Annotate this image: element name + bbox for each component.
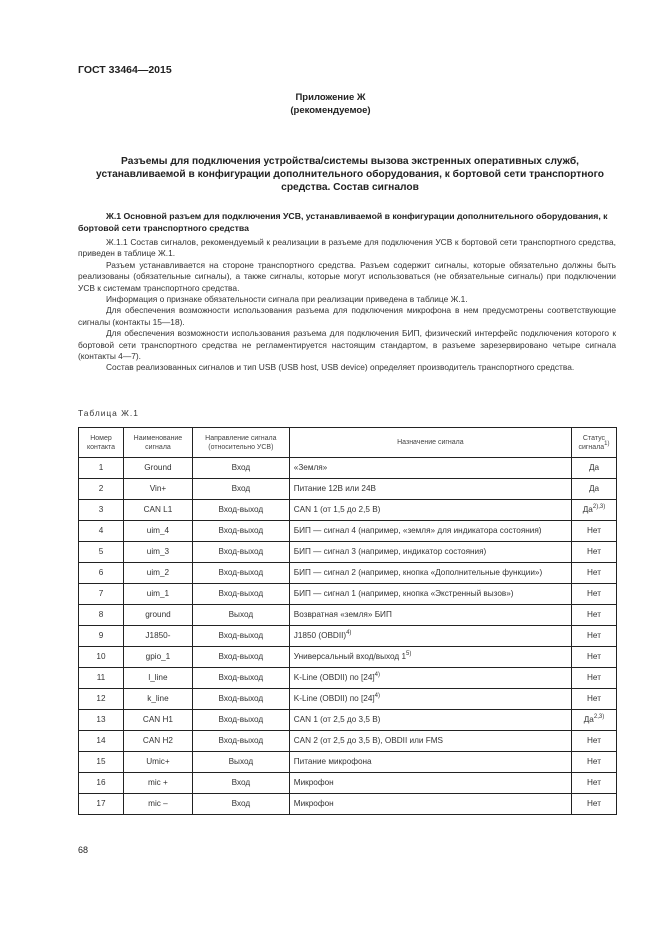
contact-number: 5	[79, 542, 124, 563]
purpose-text: Микрофон	[293, 778, 334, 787]
purpose-text: Универсальный вход/выход 1	[293, 652, 406, 661]
contact-number: 17	[79, 794, 124, 815]
signal-status	[572, 563, 617, 584]
signal-purpose	[289, 563, 571, 584]
signal-name: k_line	[123, 689, 192, 710]
table-row	[79, 647, 617, 668]
signal-name: Ground	[123, 458, 192, 479]
paragraph: Разъем устанавливается на стороне транспортного средства. Разъем содержит сигналы, которые обязательно должны быть реализованы (обязательные сигналы), а также сигналы, которые могут использоваться (не обязательные сигналы) при подключении УСВ к системам транспортного средства.	[78, 259, 616, 293]
signal-status	[572, 626, 617, 647]
paragraph: Информация о признаке обязательности сигнала при реализации приведена в таблице Ж.1.	[106, 294, 468, 305]
signal-status	[572, 479, 617, 500]
signal-direction: Вход-выход	[192, 647, 289, 668]
status-text: Нет	[587, 778, 601, 787]
contact-number: 13	[79, 710, 124, 731]
appendix-title: Приложение Ж	[295, 92, 366, 103]
signal-name: CAN H1	[123, 710, 192, 731]
status-text: Нет	[587, 547, 601, 556]
signal-name: mic +	[123, 773, 192, 794]
signal-direction: Выход	[192, 752, 289, 773]
signal-status	[572, 605, 617, 626]
contact-number: 15	[79, 752, 124, 773]
footnote-ref: 4)	[374, 693, 380, 699]
paragraph: Для обеспечения возможности использования разъема для подключения микрофона в нем предусмотрены соответствующие сигналы (контакты 15—18).	[78, 305, 616, 327]
status-text: Нет	[587, 694, 601, 703]
signal-status	[572, 521, 617, 542]
signal-name: uim_2	[123, 563, 192, 584]
status-text: Нет	[587, 589, 601, 598]
signal-status	[572, 542, 617, 563]
col-header-name: Наименование сигнала	[123, 428, 192, 458]
status-text: Да	[583, 715, 594, 724]
purpose-text: K-Line (OBDII) по [24]	[293, 694, 375, 703]
main-title: Разъемы для подключения устройства/системы вызова экстренных оперативных служб, устанавливаемой в конфигурации дополнительного оборудования, к бортовой сети транспортного средства. Состав сигналов	[96, 156, 604, 193]
signal-name: mic –	[123, 794, 192, 815]
signal-direction: Вход-выход	[192, 521, 289, 542]
footnote-ref: 1)	[604, 440, 610, 447]
status-text: Нет	[587, 652, 601, 661]
purpose-text: J1850 (OBDII)	[293, 631, 347, 640]
signals-table	[78, 427, 617, 815]
col-header-status	[572, 428, 617, 458]
signal-purpose	[289, 773, 571, 794]
purpose-text: «Земля»	[293, 463, 328, 472]
table-row	[79, 542, 617, 563]
signal-purpose	[289, 668, 571, 689]
signal-direction: Вход-выход	[192, 500, 289, 521]
footnote-ref: 4)	[346, 630, 352, 636]
purpose-text: БИП — сигнал 4 (например, «земля» для индикатора состояния)	[293, 526, 542, 535]
signal-purpose	[289, 794, 571, 815]
contact-number: 6	[79, 563, 124, 584]
status-text: Нет	[587, 736, 601, 745]
purpose-text: CAN 1 (от 2,5 до 3,5 В)	[293, 715, 381, 724]
purpose-text: CAN 1 (от 1,5 до 2,5 В)	[293, 505, 381, 514]
signal-direction: Вход	[192, 773, 289, 794]
purpose-text: CAN 2 (от 2,5 до 3,5 В), OBDII или FMS	[293, 736, 443, 745]
paragraph: Состав реализованных сигналов и тип USB (USB host, USB device) определяет производитель транспортного средства.	[106, 362, 575, 373]
table-row	[79, 668, 617, 689]
signal-purpose	[289, 752, 571, 773]
signal-name: uim_1	[123, 584, 192, 605]
signal-purpose	[289, 605, 571, 626]
paragraph: Для обеспечения возможности использования разъема для подключения БИП, физический интерфейс подключения которого к бортовой сети транспортного средства не регламентируется настоящим стандартом, в разъеме зарезервировано четыре сигнала (контакты 4—7).	[78, 328, 616, 362]
col-header-number: Номер контакта	[79, 428, 124, 458]
contact-number: 7	[79, 584, 124, 605]
col-header-purpose: Назначение сигнала	[289, 428, 571, 458]
table-header-row	[79, 428, 617, 458]
table-row	[79, 479, 617, 500]
status-header-text: Статус сигнала	[578, 434, 606, 451]
appendix-subtitle: (рекомендуемое)	[290, 105, 371, 116]
signal-status	[572, 731, 617, 752]
signal-name: l_line	[123, 668, 192, 689]
signal-purpose	[289, 521, 571, 542]
contact-number: 1	[79, 458, 124, 479]
purpose-text: БИП — сигнал 2 (например, кнопка «Дополнительные функции»)	[293, 568, 543, 577]
table-row	[79, 773, 617, 794]
signal-name: Umic+	[123, 752, 192, 773]
signal-direction: Вход	[192, 479, 289, 500]
contact-number: 2	[79, 479, 124, 500]
signal-name: uim_4	[123, 521, 192, 542]
signal-status	[572, 458, 617, 479]
signal-status	[572, 500, 617, 521]
contact-number: 8	[79, 605, 124, 626]
table-row	[79, 710, 617, 731]
signal-name: J1850-	[123, 626, 192, 647]
signal-direction: Вход-выход	[192, 584, 289, 605]
table-row	[79, 731, 617, 752]
status-text: Нет	[587, 568, 601, 577]
contact-number: 11	[79, 668, 124, 689]
contact-number: 9	[79, 626, 124, 647]
signal-status	[572, 794, 617, 815]
contact-number: 10	[79, 647, 124, 668]
status-text: Нет	[587, 526, 601, 535]
purpose-text: БИП — сигнал 3 (например, индикатор состояния)	[293, 547, 487, 556]
purpose-text: Микрофон	[293, 799, 334, 808]
signal-name: CAN H2	[123, 731, 192, 752]
table-row	[79, 584, 617, 605]
signal-purpose	[289, 626, 571, 647]
footnote-ref: 5)	[406, 651, 412, 657]
document-header: ГОСТ 33464—2015	[78, 64, 172, 76]
purpose-text: Питание 12В или 24В	[293, 484, 376, 493]
contact-number: 14	[79, 731, 124, 752]
status-text: Нет	[587, 673, 601, 682]
contact-number: 3	[79, 500, 124, 521]
signal-name: gpio_1	[123, 647, 192, 668]
purpose-text: БИП — сигнал 1 (например, кнопка «Экстренный вызов»)	[293, 589, 514, 598]
status-text: Да	[588, 484, 600, 493]
signal-direction: Вход	[192, 794, 289, 815]
signal-name: ground	[123, 605, 192, 626]
table-row	[79, 605, 617, 626]
paragraph: Ж.1.1 Состав сигналов, рекомендуемый к реализации в разъеме для подключения УСВ к бортовой сети транспортного средства, приведен в таблице Ж.1.	[78, 237, 616, 259]
signal-direction: Вход-выход	[192, 563, 289, 584]
body-text	[78, 237, 616, 374]
signal-status	[572, 668, 617, 689]
table-row	[79, 563, 617, 584]
table-caption: Таблица Ж.1	[78, 408, 139, 418]
contact-number: 16	[79, 773, 124, 794]
signal-purpose	[289, 479, 571, 500]
col-header-direction: Направление сигнала (относительно УСВ)	[192, 428, 289, 458]
signal-direction: Вход-выход	[192, 668, 289, 689]
signal-status	[572, 773, 617, 794]
table-row	[79, 458, 617, 479]
footnote-ref: 4)	[374, 672, 380, 678]
status-text: Нет	[587, 631, 601, 640]
signal-purpose	[289, 731, 571, 752]
status-text: Да	[588, 463, 600, 472]
signal-direction: Вход	[192, 458, 289, 479]
table-row	[79, 521, 617, 542]
status-text: Да	[582, 505, 593, 514]
signal-direction: Вход-выход	[192, 710, 289, 731]
table-row	[79, 752, 617, 773]
table-row	[79, 689, 617, 710]
signal-name: CAN L1	[123, 500, 192, 521]
signal-purpose	[289, 647, 571, 668]
contact-number: 4	[79, 521, 124, 542]
signal-purpose	[289, 689, 571, 710]
signal-direction: Вход-выход	[192, 626, 289, 647]
signal-direction: Вход-выход	[192, 731, 289, 752]
table-row	[79, 794, 617, 815]
section-title: Ж.1 Основной разъем для подключения УСВ, устанавливаемой в конфигурации дополнительного оборудования, к бортовой сети транспортного средства	[78, 211, 608, 233]
status-text: Нет	[587, 610, 601, 619]
signal-purpose	[289, 458, 571, 479]
signal-direction: Вход-выход	[192, 542, 289, 563]
purpose-text: Питание микрофона	[293, 757, 372, 766]
signal-purpose	[289, 500, 571, 521]
signal-name: Vin+	[123, 479, 192, 500]
purpose-text: K-Line (OBDII) по [24]	[293, 673, 375, 682]
signal-direction: Вход-выход	[192, 689, 289, 710]
signal-status	[572, 710, 617, 731]
signal-status	[572, 584, 617, 605]
footnote-ref: 2),3)	[592, 504, 606, 510]
footnote-ref: 2,3)	[593, 714, 605, 720]
page-number: 68	[78, 845, 89, 855]
signal-status	[572, 689, 617, 710]
signal-name: uim_3	[123, 542, 192, 563]
signal-purpose	[289, 542, 571, 563]
contact-number: 12	[79, 689, 124, 710]
signal-purpose	[289, 584, 571, 605]
signal-status	[572, 647, 617, 668]
signal-direction: Выход	[192, 605, 289, 626]
table-row	[79, 500, 617, 521]
signal-purpose	[289, 710, 571, 731]
signal-status	[572, 752, 617, 773]
status-text: Нет	[587, 799, 601, 808]
purpose-text: Возвратная «земля» БИП	[293, 610, 392, 619]
status-text: Нет	[587, 757, 601, 766]
table-row	[79, 626, 617, 647]
